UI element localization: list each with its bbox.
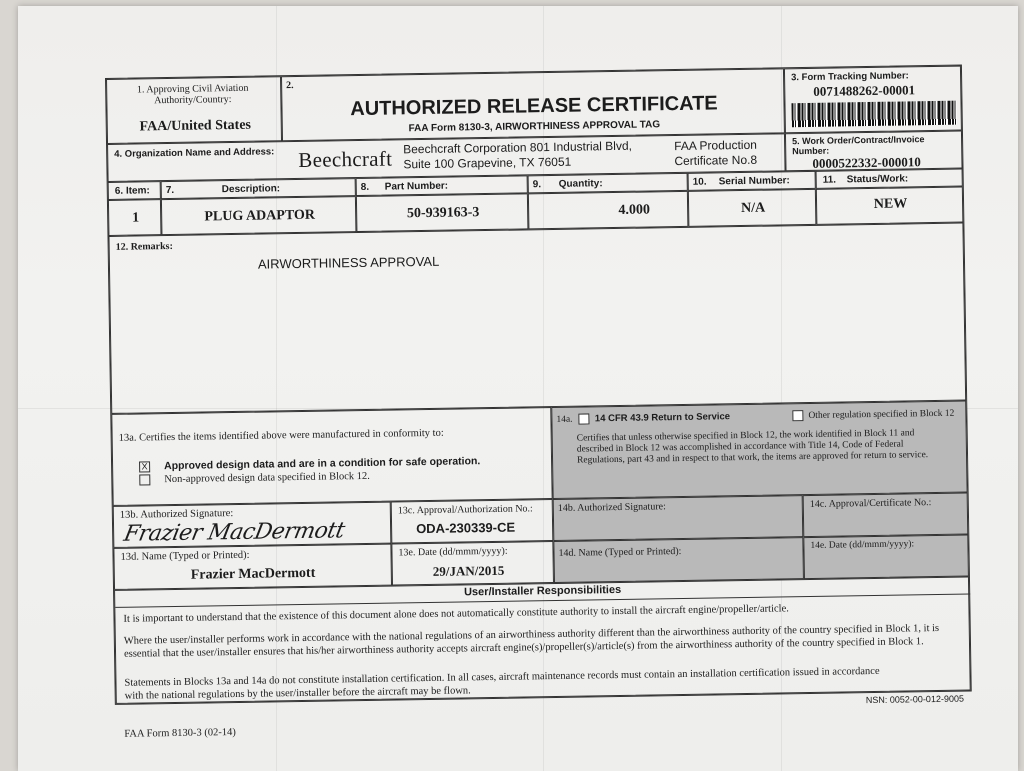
block-14b [553,495,804,541]
barcode [791,101,956,128]
approved-design-option[interactable] [139,455,480,472]
status-header: Status/Work: [846,173,909,186]
item-header: 6. Item: [114,185,150,197]
block-14c [803,493,969,538]
block-4-address-2: Suite 100 Grapevine, TX 76051 [403,154,572,172]
item-cell [108,199,162,236]
block-13d-label: 13d. Name (Typed or Printed): [120,549,250,563]
block-14e [803,534,969,579]
block-3 [784,66,962,134]
block-14d-label: 14d. Name (Typed or Printed): [558,546,682,559]
block-13c [391,499,554,544]
block-14a [551,401,967,500]
block-4-cert-1: FAA Production [674,137,757,154]
block-2 [281,68,785,141]
block-13e [391,541,554,586]
block-5 [785,131,963,172]
non-approved-design-label: Non-approved design data specified in Block 12. [164,470,370,486]
approved-design-label: Approved design data and are in a condition for safe operation. [164,455,481,473]
part-number-header-number: 8. [360,181,370,193]
block-14a-text: Certifies that unless otherwise specified in Block 12, the work identified in Block 11 and described in Block 12 was accomplished in accordance with Title 14, Code of Federal Regulations, part 43 and in respect to that work, the items are approved for return to service. [576,428,929,466]
page-subtitle: FAA Form 8130-3, AIRWORTHINESS APPROVAL TAG [408,119,661,135]
form-id: FAA Form 8130-3 (02-14) [124,727,236,740]
block-13a-label: 13a. Certifies the items identified above were manufactured in conformity to: [118,427,444,444]
block-12-remarks [108,223,966,414]
part-number-header: Part Number: [384,180,449,193]
block-4-cert-2: Certificate No.8 [674,152,758,169]
beechcraft-logo: Beechcraft [298,146,393,172]
block-13e-value: 29/JAN/2015 [432,562,505,579]
block-6-header [108,181,161,200]
other-regulation-label: Other regulation specified in Block 12 [808,408,955,421]
block-1-label: 1. Approving Civil Aviation Authority/Country: [136,82,249,107]
non-approved-design-checkbox[interactable] [139,474,150,485]
serial-header: Serial Number: [718,175,790,188]
block-13e-label: 13e. Date (dd/mmm/yyyy): [398,545,508,559]
item-value: 1 [132,210,140,226]
block-13d [113,544,392,590]
cfr-43-9-checkbox[interactable] [579,414,590,425]
description-header: Description: [221,183,281,196]
block-3-label: 3. Form Tracking Number: [790,70,909,84]
authorized-signature: Frazier MacDermott [121,518,347,547]
description-value: PLUG ADAPTOR [204,207,316,225]
user-installer-heading: User/Installer Responsibilities [463,583,622,599]
part-number-cell [356,193,529,232]
block-14c-label: 14c. Approval/Certificate No.: [809,497,932,510]
block-1 [106,76,282,144]
block-14d [553,537,804,583]
block-14a-options [556,408,954,426]
block-13c-label: 13c. Approval/Authorization No.: [397,503,533,517]
other-regulation-checkbox[interactable] [792,410,803,421]
page-title: AUTHORIZED RELEASE CERTIFICATE [350,92,718,121]
quantity-header-number: 9. [532,179,542,191]
block-11-header [816,169,963,189]
user-paragraph-2: Where the user/installer performs work in accordance with the national regulations of an airworthiness authority different than the airworthiness authority of the country specified in Block 1, it is essential that the user/installer ensures that his/her airworthiness authority accepts aircraft engine(s)/propeller(s)/article(s) from the airworthiness authority of the country specified in Block 1. [123,622,940,660]
non-approved-design-option[interactable] [139,471,370,486]
block-13b [113,502,392,548]
block-13c-value: ODA-230339-CE [415,519,516,537]
block-5-label: 5. Work Order/Contract/Invoice Number: [791,134,925,157]
block-4-label: 4. Organization Name and Address: [114,146,275,160]
block-14a-prefix: 14a. [556,414,573,425]
block-1-value: FAA/United States [139,117,252,135]
approved-design-checkbox[interactable]: X [139,461,150,472]
block-2-label: 2. [286,80,294,92]
quantity-header: Quantity: [558,178,603,190]
nsn-number: NSN: 0052-00-012-9005 [865,693,965,706]
status-header-number: 11. [822,174,837,186]
block-4-address-1: Beechcraft Corporation 801 Industrial Blvd, [403,138,633,157]
description-cell [161,196,357,235]
block-10-header [688,171,816,191]
block-3-value: 0071488262-00001 [813,82,916,99]
user-installer-section [114,576,971,703]
description-header-number: 7. [165,184,175,197]
status-value: NEW [873,196,908,212]
user-paragraph-3: Statements in Blocks 13a and 14a do not constitute installation certification. In all cases, aircraft maintenance records must contain an installation certification issued in accordance with the national regulations by the user/installer before the aircraft may be flown. [124,665,880,702]
remarks-label: 12. Remarks: [115,240,173,253]
block-13a [111,407,552,506]
quantity-value: 4.000 [618,202,651,218]
user-paragraph-1: It is important to understand that the existence of this document alone does not automatically constitute authority to install the aircraft engine/propeller/article. [123,603,789,625]
block-13d-value: Frazier MacDermott [190,565,316,583]
release-certificate-form [105,65,972,740]
serial-header-number: 10. [692,176,707,188]
cfr-43-9-label: 14 CFR 43.9 Return to Service [594,411,731,425]
block-14e-label: 14e. Date (dd/mmm/yyyy): [810,539,915,551]
remarks-text: AIRWORTHINESS APPROVAL [257,253,440,272]
block-13b-label: 13b. Authorized Signature: [119,508,234,521]
quantity-cell [528,191,689,230]
serial-cell [688,189,817,227]
serial-value: N/A [740,200,766,217]
block-14b-label: 14b. Authorized Signature: [557,501,666,514]
status-cell [816,187,964,225]
part-number-value: 50-939163-3 [406,205,480,222]
block-5-value: 0000522332-000010 [812,154,921,171]
